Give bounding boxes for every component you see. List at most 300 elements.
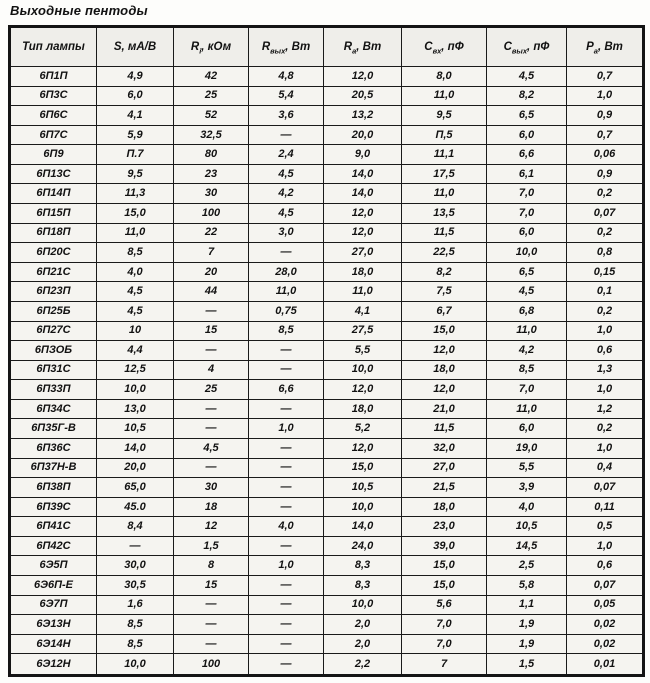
- value-cell: —: [249, 438, 324, 458]
- value-cell: 24,0: [324, 536, 402, 556]
- value-cell: 5,2: [324, 419, 402, 439]
- value-cell: 5,5: [487, 458, 567, 478]
- value-cell: 3,0: [249, 223, 324, 243]
- table-row: [10, 576, 644, 596]
- value-cell: 15,0: [402, 556, 487, 576]
- lamp-name-cell: 6П23П: [10, 282, 97, 302]
- value-cell: 0,15: [567, 262, 644, 282]
- value-cell: 8,5: [97, 634, 174, 654]
- value-cell: 7,5: [402, 282, 487, 302]
- value-cell: 15,0: [324, 458, 402, 478]
- value-cell: —: [174, 595, 249, 615]
- value-cell: 8,5: [97, 243, 174, 263]
- value-cell: 6,5: [487, 106, 567, 126]
- lamp-table: [8, 25, 645, 677]
- value-cell: 2,5: [487, 556, 567, 576]
- value-cell: 6,0: [97, 86, 174, 106]
- header-unit: , пФ: [527, 41, 550, 53]
- value-cell: 4,5: [174, 438, 249, 458]
- value-cell: 10,5: [97, 419, 174, 439]
- value-cell: 15,0: [402, 576, 487, 596]
- lamp-name-cell: 6П36С: [10, 438, 97, 458]
- lamp-name-cell: 6П38П: [10, 478, 97, 498]
- lamp-name-cell: 6П37Н-В: [10, 458, 97, 478]
- lamp-name-cell: 6Э7П: [10, 595, 97, 615]
- value-cell: 11,0: [324, 282, 402, 302]
- value-cell: 7,0: [402, 615, 487, 635]
- value-cell: 15,0: [402, 321, 487, 341]
- value-cell: 14,0: [324, 164, 402, 184]
- value-cell: 0,06: [567, 145, 644, 165]
- table-body: [10, 67, 644, 676]
- value-cell: 12,0: [324, 223, 402, 243]
- value-cell: 0,07: [567, 576, 644, 596]
- value-cell: 4,5: [249, 204, 324, 224]
- value-cell: 13,2: [324, 106, 402, 126]
- value-cell: 27,0: [324, 243, 402, 263]
- value-cell: 17,5: [402, 164, 487, 184]
- header-symbol: P: [586, 41, 594, 53]
- value-cell: 14,0: [97, 438, 174, 458]
- value-cell: —: [174, 615, 249, 635]
- value-cell: 1,0: [567, 380, 644, 400]
- value-cell: 10,5: [324, 478, 402, 498]
- value-cell: 4,0: [249, 517, 324, 537]
- table-row: [10, 321, 644, 341]
- value-cell: 11,5: [402, 223, 487, 243]
- table-row: [10, 282, 644, 302]
- value-cell: 7,0: [402, 634, 487, 654]
- header-unit: , кОм: [201, 41, 232, 53]
- value-cell: 12,5: [97, 360, 174, 380]
- header-unit: , Вт: [597, 41, 623, 53]
- value-cell: 1,6: [97, 595, 174, 615]
- value-cell: 1,2: [567, 399, 644, 419]
- value-cell: 1,0: [567, 321, 644, 341]
- value-cell: 10,0: [487, 243, 567, 263]
- lamp-name-cell: 6Э12Н: [10, 654, 97, 676]
- table-row: [10, 164, 644, 184]
- value-cell: —: [249, 125, 324, 145]
- value-cell: 15: [174, 321, 249, 341]
- value-cell: 22,5: [402, 243, 487, 263]
- value-cell: 2,2: [324, 654, 402, 676]
- value-cell: —: [174, 399, 249, 419]
- value-cell: 8,3: [324, 556, 402, 576]
- value-cell: 0,02: [567, 615, 644, 635]
- value-cell: 7,0: [487, 380, 567, 400]
- table-row: [10, 86, 644, 106]
- lamp-name-cell: 6П33П: [10, 380, 97, 400]
- lamp-name-cell: 6П42С: [10, 536, 97, 556]
- table-row: [10, 125, 644, 145]
- value-cell: 8,4: [97, 517, 174, 537]
- value-cell: 1,0: [567, 86, 644, 106]
- lamp-name-cell: 6П18П: [10, 223, 97, 243]
- value-cell: 0,7: [567, 125, 644, 145]
- value-cell: —: [249, 341, 324, 361]
- value-cell: —: [249, 634, 324, 654]
- value-cell: 22: [174, 223, 249, 243]
- table-row: [10, 204, 644, 224]
- value-cell: 5,9: [97, 125, 174, 145]
- value-cell: 44: [174, 282, 249, 302]
- value-cell: 18,0: [402, 497, 487, 517]
- value-cell: 9,5: [97, 164, 174, 184]
- value-cell: 12,0: [324, 380, 402, 400]
- value-cell: 0,4: [567, 458, 644, 478]
- value-cell: 6,6: [487, 145, 567, 165]
- value-cell: —: [249, 576, 324, 596]
- value-cell: 11,0: [97, 223, 174, 243]
- header-unit: , мА/В: [121, 41, 157, 53]
- value-cell: 21,5: [402, 478, 487, 498]
- header-subscript: вых: [270, 46, 286, 56]
- lamp-name-cell: 6П27С: [10, 321, 97, 341]
- value-cell: 4,8: [249, 67, 324, 87]
- lamp-name-cell: 6Э13Н: [10, 615, 97, 635]
- table-row: [10, 419, 644, 439]
- value-cell: 5,4: [249, 86, 324, 106]
- value-cell: 0,5: [567, 517, 644, 537]
- value-cell: 4,0: [97, 262, 174, 282]
- table-row: [10, 67, 644, 87]
- value-cell: —: [174, 458, 249, 478]
- lamp-name-cell: 6Э5П: [10, 556, 97, 576]
- value-cell: 4,5: [249, 164, 324, 184]
- value-cell: 23,0: [402, 517, 487, 537]
- value-cell: 12,0: [324, 438, 402, 458]
- value-cell: П,5: [402, 125, 487, 145]
- value-cell: 65,0: [97, 478, 174, 498]
- value-cell: 8,3: [324, 576, 402, 596]
- value-cell: 1,3: [567, 360, 644, 380]
- lamp-name-cell: 6П9: [10, 145, 97, 165]
- value-cell: 18,0: [324, 399, 402, 419]
- column-header: [97, 27, 174, 67]
- value-cell: 1,0: [249, 556, 324, 576]
- value-cell: 0,01: [567, 654, 644, 676]
- value-cell: 6,0: [487, 125, 567, 145]
- header-symbol: C: [503, 41, 512, 53]
- value-cell: 9,5: [402, 106, 487, 126]
- value-cell: —: [249, 536, 324, 556]
- value-cell: 20,5: [324, 86, 402, 106]
- value-cell: 11,0: [249, 282, 324, 302]
- value-cell: 0,02: [567, 634, 644, 654]
- value-cell: 12: [174, 517, 249, 537]
- table-row: [10, 438, 644, 458]
- value-cell: 18: [174, 497, 249, 517]
- value-cell: 4: [174, 360, 249, 380]
- value-cell: 4,1: [97, 106, 174, 126]
- table-row: [10, 536, 644, 556]
- value-cell: 5,5: [324, 341, 402, 361]
- column-header: [402, 27, 487, 67]
- table-row: [10, 145, 644, 165]
- value-cell: 10,5: [487, 517, 567, 537]
- value-cell: 4,5: [97, 301, 174, 321]
- value-cell: —: [174, 419, 249, 439]
- value-cell: 0,07: [567, 204, 644, 224]
- value-cell: 11,5: [402, 419, 487, 439]
- value-cell: 30: [174, 478, 249, 498]
- value-cell: 2,0: [324, 634, 402, 654]
- value-cell: 0,2: [567, 184, 644, 204]
- value-cell: —: [249, 399, 324, 419]
- value-cell: 30: [174, 184, 249, 204]
- value-cell: 12,0: [402, 380, 487, 400]
- table-row: [10, 341, 644, 361]
- table-row: [10, 478, 644, 498]
- lamp-name-cell: 6П1П: [10, 67, 97, 87]
- value-cell: 10,0: [324, 497, 402, 517]
- table-row: [10, 262, 644, 282]
- value-cell: 12,0: [324, 67, 402, 87]
- value-cell: —: [249, 478, 324, 498]
- value-cell: 45.0: [97, 497, 174, 517]
- value-cell: 6,1: [487, 164, 567, 184]
- value-cell: 9,0: [324, 145, 402, 165]
- header-symbol: R: [343, 41, 353, 53]
- value-cell: 6,0: [487, 419, 567, 439]
- table-row: [10, 301, 644, 321]
- value-cell: —: [249, 458, 324, 478]
- value-cell: 0,2: [567, 301, 644, 321]
- value-cell: 4,5: [487, 67, 567, 87]
- value-cell: 11,1: [402, 145, 487, 165]
- table-row: [10, 556, 644, 576]
- value-cell: 100: [174, 204, 249, 224]
- value-cell: 21,0: [402, 399, 487, 419]
- value-cell: —: [249, 615, 324, 635]
- value-cell: 12,0: [324, 204, 402, 224]
- value-cell: 0,7: [567, 67, 644, 87]
- value-cell: 4,5: [97, 282, 174, 302]
- value-cell: 8,5: [487, 360, 567, 380]
- value-cell: 4,0: [487, 497, 567, 517]
- lamp-name-cell: 6П39С: [10, 497, 97, 517]
- value-cell: 20,0: [324, 125, 402, 145]
- header-unit: , Вт: [285, 41, 311, 53]
- value-cell: 0,9: [567, 164, 644, 184]
- value-cell: 52: [174, 106, 249, 126]
- column-header: [567, 27, 644, 67]
- value-cell: 0,2: [567, 223, 644, 243]
- table-row: [10, 380, 644, 400]
- value-cell: 7,0: [487, 204, 567, 224]
- value-cell: 2,4: [249, 145, 324, 165]
- value-cell: 8,2: [487, 86, 567, 106]
- column-header-lamp-type: [10, 27, 97, 67]
- value-cell: 0,75: [249, 301, 324, 321]
- value-cell: 1,5: [174, 536, 249, 556]
- table-row: [10, 497, 644, 517]
- value-cell: 7: [402, 654, 487, 676]
- lamp-name-cell: 6П3С: [10, 86, 97, 106]
- value-cell: 1,9: [487, 634, 567, 654]
- header-subscript: i: [199, 46, 202, 56]
- value-cell: 7,0: [487, 184, 567, 204]
- value-cell: 20: [174, 262, 249, 282]
- value-cell: 6,5: [487, 262, 567, 282]
- value-cell: 4,5: [487, 282, 567, 302]
- value-cell: 0,07: [567, 478, 644, 498]
- value-cell: 20,0: [97, 458, 174, 478]
- table-row: [10, 634, 644, 654]
- value-cell: 6,6: [249, 380, 324, 400]
- value-cell: 11,0: [487, 399, 567, 419]
- value-cell: 10: [97, 321, 174, 341]
- table-row: [10, 595, 644, 615]
- value-cell: 6,0: [487, 223, 567, 243]
- value-cell: 42: [174, 67, 249, 87]
- value-cell: 19,0: [487, 438, 567, 458]
- value-cell: 8,5: [97, 615, 174, 635]
- value-cell: 13,0: [97, 399, 174, 419]
- value-cell: 0,6: [567, 341, 644, 361]
- value-cell: 27,5: [324, 321, 402, 341]
- value-cell: 11,0: [487, 321, 567, 341]
- header-unit: , Вт: [356, 41, 382, 53]
- column-header: [249, 27, 324, 67]
- value-cell: 0,1: [567, 282, 644, 302]
- lamp-name-cell: 6П31С: [10, 360, 97, 380]
- value-cell: 11,3: [97, 184, 174, 204]
- value-cell: 23: [174, 164, 249, 184]
- header-symbol: C: [424, 41, 433, 53]
- value-cell: 5,6: [402, 595, 487, 615]
- header-subscript: а: [352, 46, 357, 56]
- value-cell: 4,2: [487, 341, 567, 361]
- value-cell: П.7: [97, 145, 174, 165]
- value-cell: 12,0: [402, 341, 487, 361]
- table-row: [10, 458, 644, 478]
- value-cell: 0,6: [567, 556, 644, 576]
- lamp-name-cell: 6П13С: [10, 164, 97, 184]
- value-cell: —: [249, 654, 324, 676]
- value-cell: 7: [174, 243, 249, 263]
- value-cell: 18,0: [324, 262, 402, 282]
- table-row: [10, 654, 644, 676]
- value-cell: 30,0: [97, 556, 174, 576]
- header-subscript: вых: [511, 46, 527, 56]
- value-cell: 25: [174, 86, 249, 106]
- value-cell: 11,0: [402, 184, 487, 204]
- value-cell: 14,0: [324, 184, 402, 204]
- value-cell: 2,0: [324, 615, 402, 635]
- lamp-name-cell: 6Э6П-Е: [10, 576, 97, 596]
- header-subscript: вх: [432, 46, 442, 56]
- value-cell: 11,0: [402, 86, 487, 106]
- table-row: [10, 517, 644, 537]
- table-row: [10, 184, 644, 204]
- value-cell: 10,0: [97, 654, 174, 676]
- lamp-name-cell: 6П15П: [10, 204, 97, 224]
- value-cell: 6,7: [402, 301, 487, 321]
- table-row: [10, 615, 644, 635]
- value-cell: —: [249, 360, 324, 380]
- value-cell: 1,5: [487, 654, 567, 676]
- value-cell: 8,5: [249, 321, 324, 341]
- value-cell: —: [174, 634, 249, 654]
- value-cell: 4,4: [97, 341, 174, 361]
- value-cell: 0,05: [567, 595, 644, 615]
- table-row: [10, 399, 644, 419]
- header-unit: , пФ: [441, 41, 464, 53]
- lamp-name-cell: 6П20С: [10, 243, 97, 263]
- value-cell: 27,0: [402, 458, 487, 478]
- value-cell: 3,9: [487, 478, 567, 498]
- value-cell: 10,0: [324, 360, 402, 380]
- value-cell: —: [249, 497, 324, 517]
- value-cell: 32,5: [174, 125, 249, 145]
- value-cell: 18,0: [402, 360, 487, 380]
- value-cell: 80: [174, 145, 249, 165]
- value-cell: 5,8: [487, 576, 567, 596]
- column-header: [487, 27, 567, 67]
- value-cell: 4,9: [97, 67, 174, 87]
- value-cell: —: [97, 536, 174, 556]
- value-cell: 8,0: [402, 67, 487, 87]
- lamp-name-cell: 6П25Б: [10, 301, 97, 321]
- value-cell: 15: [174, 576, 249, 596]
- value-cell: 100: [174, 654, 249, 676]
- value-cell: —: [249, 595, 324, 615]
- table-header: [10, 27, 644, 67]
- value-cell: 15,0: [97, 204, 174, 224]
- value-cell: 1,0: [567, 536, 644, 556]
- table-row: [10, 360, 644, 380]
- table-row: [10, 106, 644, 126]
- value-cell: 0,2: [567, 419, 644, 439]
- value-cell: 1,9: [487, 615, 567, 635]
- value-cell: 6,8: [487, 301, 567, 321]
- value-cell: 0,8: [567, 243, 644, 263]
- column-header: [174, 27, 249, 67]
- header-row: [10, 27, 644, 67]
- value-cell: —: [249, 243, 324, 263]
- value-cell: 0,9: [567, 106, 644, 126]
- value-cell: 28,0: [249, 262, 324, 282]
- value-cell: 32,0: [402, 438, 487, 458]
- header-symbol: Тип лампы: [22, 41, 85, 53]
- value-cell: 14,5: [487, 536, 567, 556]
- lamp-name-cell: 6П41С: [10, 517, 97, 537]
- header-symbol: R: [190, 41, 200, 53]
- value-cell: 4,1: [324, 301, 402, 321]
- table-row: [10, 223, 644, 243]
- value-cell: 1,1: [487, 595, 567, 615]
- lamp-name-cell: 6ПЗОБ: [10, 341, 97, 361]
- value-cell: 8,2: [402, 262, 487, 282]
- value-cell: 30,5: [97, 576, 174, 596]
- value-cell: —: [174, 301, 249, 321]
- page-title: Выходные пентоды: [10, 3, 148, 18]
- value-cell: 1,0: [249, 419, 324, 439]
- lamp-name-cell: 6П14П: [10, 184, 97, 204]
- value-cell: 39,0: [402, 536, 487, 556]
- value-cell: 0,11: [567, 497, 644, 517]
- value-cell: 10,0: [324, 595, 402, 615]
- value-cell: 1,0: [567, 438, 644, 458]
- value-cell: 8: [174, 556, 249, 576]
- value-cell: 10,0: [97, 380, 174, 400]
- lamp-name-cell: 6П21С: [10, 262, 97, 282]
- lamp-name-cell: 6П35Г-В: [10, 419, 97, 439]
- lamp-name-cell: 6П7С: [10, 125, 97, 145]
- header-subscript: а: [593, 46, 598, 56]
